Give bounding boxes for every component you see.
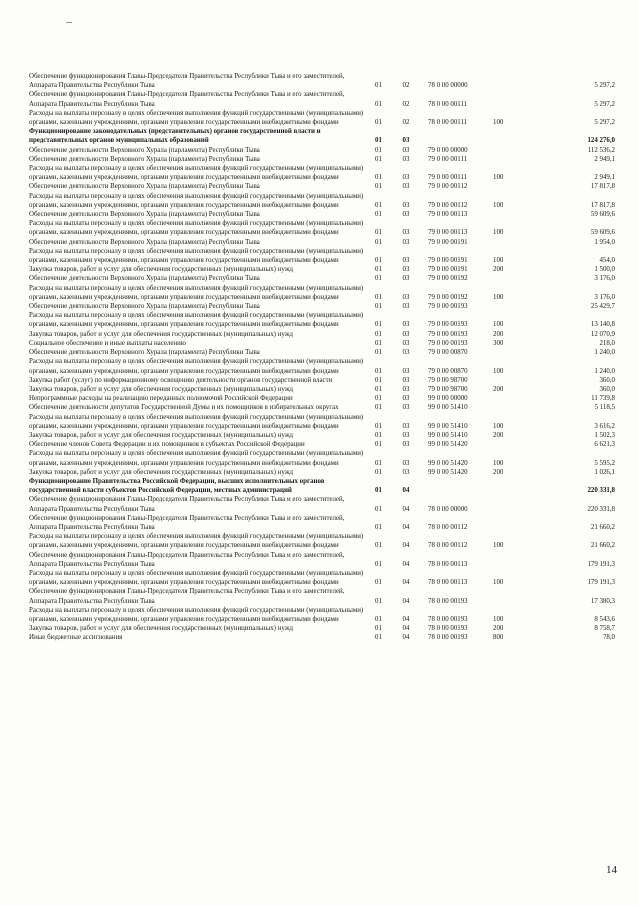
row-amount: 220 331,8 [587,487,615,495]
row-amount: 5 297,2 [594,119,615,127]
table-row [29,532,615,550]
row-expense-type [489,72,533,90]
row-target-article: 79 0 00 00193 [428,330,468,338]
row-subsection: 03 [402,422,410,430]
row-name: Обеспечение деятельности Верховного Хурала (парламента) Республики Тыва [29,183,260,191]
table-row [29,569,615,587]
row-section: 01 [375,487,382,495]
row-section: 01 [375,137,382,145]
row-subsection: 03 [402,155,410,163]
row-section: 01 [375,505,382,513]
table-row [29,284,615,302]
row-target-article: 79 0 00 98700 [428,385,468,393]
table-row [29,192,615,210]
row-amount: 1 026,1 [594,468,615,476]
row-section: 01 [375,560,382,568]
row-expense-type: 200 [493,385,504,393]
row-subsection: 03 [402,257,410,265]
row-section: 01 [375,330,382,338]
row-section: 01 [375,257,382,265]
row-target-article: 78 0 00 00193 [428,615,468,623]
row-subsection: 04 [402,505,410,513]
row-amount: 21 660,2 [590,523,615,531]
row-subsection: 03 [402,385,410,393]
row-subsection: 04 [402,487,410,495]
table-row [29,477,615,495]
row-expense-type: 200 [493,330,504,338]
row-name: Расходы на выплаты персоналу в целях обеспечения выполнения функций государственными (муниципальными) органами, казенными учреждениями, органами управления государственными внебюджетными фондами [29,606,364,623]
row-amount: 8 758,7 [594,625,615,633]
row-section: 01 [375,266,382,274]
row-expense-type [489,210,533,219]
row-expense-type [489,238,533,247]
row-amount: 220 331,8 [587,505,615,513]
row-subsection: 03 [402,275,410,283]
table-row [29,182,615,191]
row-amount: 78,0 [602,634,615,642]
row-amount: 59 609,6 [590,229,615,237]
row-name: Обеспечение деятельности Верховного Хурала (парламента) Республики Тыва [29,238,260,246]
table-row [29,146,615,155]
table-row [29,330,615,339]
row-section: 01 [375,155,382,163]
row-section: 01 [375,201,382,209]
row-section: 01 [375,349,382,357]
row-amount: 360,0 [599,385,615,393]
row-name: Расходы на выплаты персоналу в целях обеспечения выполнения функций государственными (муниципальными) органами, казенными учреждениями, органами управления государственными внебюджетными фондами [29,192,364,209]
row-amount: 218,0 [599,339,615,347]
row-subsection: 02 [402,119,410,127]
row-target-article: 79 0 00 00192 [428,293,468,301]
row-amount: 3 176,0 [594,293,615,301]
row-expense-type [489,551,533,569]
row-expense-type [489,274,533,283]
row-amount: 17 817,8 [590,201,615,209]
row-expense-type: 100 [493,201,504,209]
page-number: 14 [606,864,617,876]
row-subsection: 03 [402,404,410,412]
table-row [29,587,615,605]
row-target-article: 78 0 00 00112 [428,523,468,531]
row-name: Закупка товаров, работ и услуг для обеспечения государственных (муниципальных) нужд [29,266,293,274]
row-section: 01 [375,459,382,467]
row-amount: 124 276,0 [587,137,615,145]
row-expense-type [489,376,533,385]
row-target-article: 78 0 00 00112 [428,542,468,550]
table-row [29,348,615,357]
row-target-article: 78 0 00 00111 [428,100,468,108]
row-amount: 1 500,0 [594,266,615,274]
row-amount: 59 609,6 [590,211,615,219]
row-section: 01 [375,293,382,301]
row-target-article: 79 0 00 00191 [428,238,468,246]
row-expense-type [489,155,533,164]
row-target-article: 79 0 00 00870 [428,349,468,357]
row-subsection: 03 [402,321,410,329]
row-expense-type: 100 [493,257,504,265]
row-section: 01 [375,183,382,191]
row-name: Обеспечение деятельности Верховного Хурала (парламента) Республики Тыва [29,155,260,163]
row-subsection: 03 [402,441,410,449]
row-subsection: 03 [402,395,410,403]
row-subsection: 03 [402,339,410,347]
table-row [29,357,615,375]
row-target-article: 79 0 00 00191 [428,257,468,265]
row-subsection: 03 [402,376,410,384]
table-row [29,302,615,311]
row-name: Расходы на выплаты персоналу в целях обеспечения выполнения функций государственными (муниципальными) органами, казенными учреждениями, органами управления государственными внебюджетными фондами [29,109,364,127]
row-subsection: 03 [402,293,410,301]
row-amount: 2 949,1 [594,155,615,163]
table-body [29,72,615,643]
row-expense-type [489,146,533,155]
row-amount: 17 817,8 [590,183,615,191]
row-section: 01 [375,431,382,439]
row-expense-type [489,587,533,605]
row-subsection: 04 [402,523,410,531]
row-name: Расходы на выплаты персоналу в целях обеспечения выполнения функций государственными (муниципальными) органами, казенными учреждениями, органами управления государственными внебюджетными фондами [29,569,364,587]
row-section: 01 [375,542,382,550]
row-target-article: 78 0 00 00000 [428,505,468,513]
row-target-article: 79 0 00 00111 [428,155,468,163]
row-expense-type: 100 [493,321,504,329]
row-amount: 13 140,8 [590,321,615,329]
row-subsection: 03 [402,468,410,476]
row-section: 01 [375,615,382,623]
row-expense-type: 100 [493,119,504,127]
row-expense-type: 100 [493,422,504,430]
row-target-article: 79 0 00 00191 [428,266,468,274]
row-subsection: 04 [402,597,410,605]
row-target-article: 99 0 00 51420 [428,441,468,449]
row-section: 01 [375,339,382,347]
row-name: Непрограммные расходы на реализацию переданных полномочий Российской Федерации [29,395,293,403]
table-row [29,155,615,164]
row-expense-type: 100 [493,367,504,375]
table-row [29,265,615,274]
table-row [29,219,615,237]
row-subsection: 02 [402,82,410,90]
table-row [29,72,615,90]
table-row [29,311,615,329]
row-name: Функционирование законодательных (представительных) органов государственной власти и представительных органов муниципальных образований [29,128,321,145]
row-expense-type: 200 [493,431,504,439]
row-subsection: 03 [402,330,410,338]
table-row [29,449,615,467]
table-row [29,394,615,403]
row-target-article: 99 0 00 51410 [428,422,468,430]
row-section: 01 [375,597,382,605]
row-target-article: 78 0 00 00111 [428,119,468,127]
row-name: Обеспечение деятельности Верховного Хурала (парламента) Республики Тыва [29,349,260,357]
row-expense-type: 100 [493,459,504,467]
row-target-article: 99 0 00 51420 [428,459,468,467]
table-row [29,376,615,385]
row-section: 01 [375,100,382,108]
row-name: Закупка товаров, работ и услуг для обеспечения государственных (муниципальных) нужд [29,431,293,439]
row-target-article: 79 0 00 00870 [428,367,468,375]
row-name: Обеспечение функционирования Главы-Председателя Правительства Республики Тыва и его заместителей, Аппарата Правительства Республики Тыва [29,551,345,568]
row-subsection: 03 [402,174,410,182]
row-expense-type [489,90,533,108]
table-row [29,633,615,642]
table-row [29,413,615,431]
row-name: Иные бюджетные ассигнования [29,634,123,642]
row-section: 01 [375,303,382,311]
row-name: Расходы на выплаты персоналу в целях обеспечения выполнения функций государственными (муниципальными) органами, казенными учреждениями, органами управления государственными внебюджетными фондами [29,358,364,375]
row-section: 01 [375,229,382,237]
row-subsection: 03 [402,238,410,246]
table-row [29,403,615,412]
row-expense-type [489,440,533,449]
table-row [29,624,615,633]
row-amount: 12 070,9 [590,330,615,338]
row-name: Закупка товаров, работ и услуг для обеспечения государственных (муниципальных) нужд [29,385,293,393]
row-target-article: 79 0 00 00112 [428,201,468,209]
row-expense-type: 100 [493,542,504,550]
row-name: Обеспечение деятельности Верховного Хурала (парламента) Республики Тыва [29,303,260,311]
table-row [29,385,615,394]
row-expense-type [489,302,533,311]
row-subsection: 03 [402,201,410,209]
row-expense-type [489,514,533,532]
row-amount: 454,0 [599,257,615,265]
row-amount: 6 621,3 [594,441,615,449]
row-expense-type: 100 [493,174,504,182]
row-section: 01 [375,404,382,412]
row-section: 01 [375,119,382,127]
row-amount: 17 380,3 [590,597,615,605]
row-amount: 25 429,7 [590,303,615,311]
row-name: Расходы на выплаты персоналу в целях обеспечения выполнения функций государственными (муниципальными) органами, казенными учреждениями, органами управления государственными внебюджетными фондами [29,247,364,265]
row-target-article: 79 0 00 00113 [428,229,468,237]
row-name: Обеспечение функционирования Главы-Председателя Правительства Республики Тыва и его заместителей, Аппарата Правительства Республики Тыва [29,73,345,90]
table-row [29,210,615,219]
row-expense-type: 200 [493,468,504,476]
row-target-article [420,127,489,145]
row-section: 01 [375,579,382,587]
row-section: 01 [375,82,382,90]
row-section: 01 [375,441,382,449]
table-row [29,109,615,127]
row-section: 01 [375,146,382,154]
row-expense-type [489,182,533,191]
row-expense-type [489,127,533,145]
row-subsection: 03 [402,266,410,274]
table-row [29,339,615,348]
row-section: 01 [375,211,382,219]
row-subsection: 03 [402,367,410,375]
row-subsection: 03 [402,146,410,154]
row-target-article: 99 0 00 51410 [428,431,468,439]
row-section: 01 [375,625,382,633]
row-section: 01 [375,275,382,283]
row-subsection: 03 [402,349,410,357]
table-row [29,514,615,532]
row-amount: 2 949,1 [594,174,615,182]
row-expense-type: 300 [493,339,504,347]
row-name: Обеспечение функционирования Главы-Председателя Правительства Республики Тыва и его заместителей, Аппарата Правительства Республики Тыва [29,91,345,108]
row-amount: 11 739,8 [591,395,615,403]
row-subsection: 03 [402,183,410,191]
row-subsection: 02 [402,100,410,108]
row-name: Социальное обеспечение и иные выплаты населению [29,339,186,347]
row-expense-type [489,477,533,495]
row-subsection: 03 [402,137,410,145]
row-expense-type: 800 [493,634,504,642]
table-row [29,90,615,108]
row-expense-type: 100 [493,579,504,587]
row-target-article: 79 0 00 00113 [428,211,468,219]
row-name: Закупка товаров, работ и услуг для обеспечения государственных (муниципальных) нужд [29,468,293,476]
row-target-article: 78 0 00 00113 [428,560,468,568]
table-row [29,606,615,624]
row-section: 01 [375,523,382,531]
row-name: Обеспечение деятельности Верховного Хурала (парламента) Республики Тыва [29,211,260,219]
table-row [29,495,615,513]
row-target-article: 79 0 00 00111 [428,174,468,182]
row-target-article: 79 0 00 00192 [428,275,468,283]
row-amount: 5 297,2 [594,82,615,90]
row-section: 01 [375,321,382,329]
row-name: Закупка работ (услуг) по информационному освещению деятельности органов государственной власти [29,376,333,384]
row-subsection: 03 [402,459,410,467]
row-name: Закупка товаров, работ и услуг для обеспечения государственных (муниципальных) нужд [29,330,293,338]
row-section: 01 [375,376,382,384]
row-target-article: 78 0 00 00113 [428,579,468,587]
row-target-article: 78 0 00 00000 [428,82,468,90]
row-target-article: 78 0 00 00193 [428,625,468,633]
row-target-article [420,477,489,495]
row-target-article: 79 0 00 00112 [428,183,468,191]
row-subsection: 04 [402,634,410,642]
row-amount: 179 191,3 [587,579,615,587]
row-name: Обеспечение членов Совета Федерации и их помощников в субъектах Российской Федерации [29,441,305,449]
row-target-article: 79 0 00 00193 [428,339,468,347]
row-section: 01 [375,367,382,375]
scan-mark [66,22,72,23]
row-subsection: 04 [402,542,410,550]
row-name: Закупка товаров, работ и услуг для обеспечения государственных (муниципальных) нужд [29,625,293,633]
row-name: Расходы на выплаты персоналу в целях обеспечения выполнения функций государственными (муниципальными) органами, казенными учреждениями, органами управления государственными внебюджетными фондами [29,312,364,329]
row-amount: 3 176,0 [594,275,615,283]
table-row [29,274,615,283]
row-target-article: 79 0 00 00193 [428,321,468,329]
row-name: Расходы на выплаты персоналу в целях обеспечения выполнения функций государственными (муниципальными) органами, казенными учреждениями, органами управления государственными внебюджетными фондами [29,450,364,467]
row-amount: 5 595,2 [594,459,615,467]
row-section: 01 [375,238,382,246]
row-amount: 5 118,5 [594,404,615,412]
table-row [29,164,615,182]
row-subsection: 03 [402,211,410,219]
row-amount: 3 616,2 [594,422,615,430]
row-name: Расходы на выплаты персоналу в целях обеспечения выполнения функций государственными (муниципальными) органами, казенными учреждениями, органами управления государственными внебюджетными фондами [29,165,364,182]
row-expense-type: 100 [493,229,504,237]
row-amount: 1 502,3 [594,431,615,439]
row-amount: 5 297,2 [594,100,615,108]
row-name: Расходы на выплаты персоналу в целях обеспечения выполнения функций государственными (муниципальными) органами, казенными учреждениями, органами управления государственными внебюджетными фондами [29,533,364,550]
row-target-article: 79 0 00 00000 [428,146,468,154]
row-name: Функционирование Правительства Российской Федерации, высших исполнительных органов государственной власти субъектов Российской Федерации, местных администраций [29,477,325,495]
row-expense-type [489,348,533,357]
table-row [29,247,615,265]
row-subsection: 03 [402,229,410,237]
row-target-article: 78 0 00 00193 [428,597,468,605]
row-expense-type [489,495,533,513]
row-target-article: 99 0 00 51410 [428,404,468,412]
row-section: 01 [375,468,382,476]
budget-table [29,72,615,643]
table-row [29,431,615,440]
row-amount: 112 536,2 [587,146,615,154]
row-expense-type: 100 [493,615,504,623]
row-amount: 1 954,0 [594,238,615,246]
row-subsection: 03 [402,431,410,439]
row-subsection: 04 [402,579,410,587]
table-row [29,440,615,449]
row-expense-type: 100 [493,293,504,301]
row-name: Обеспечение деятельности Верховного Хурала (парламента) Республики Тыва [29,275,260,283]
row-name: Обеспечение функционирования Главы-Председателя Правительства Республики Тыва и его заместителей, Аппарата Правительства Республики Тыва [29,588,345,605]
row-expense-type [489,403,533,412]
row-expense-type: 200 [493,266,504,274]
row-target-article: 78 0 00 00193 [428,634,468,642]
row-section: 01 [375,634,382,642]
row-target-article: 99 0 00 00000 [428,395,468,403]
row-section: 01 [375,395,382,403]
row-name: Расходы на выплаты персоналу в целях обеспечения выполнения функций государственными (муниципальными) органами, казенными учреждениями, органами управления государственными внебюджетными фондами [29,284,364,301]
row-name: Расходы на выплаты персоналу в целях обеспечения выполнения функций государственными (муниципальными) органами, казенными учреждениями, органами управления государственными внебюджетными фондами [29,413,364,430]
row-name: Обеспечение функционирования Главы-Председателя Правительства Республики Тыва и его заместителей, Аппарата Правительства Республики Тыва [29,496,345,513]
row-target-article: 99 0 00 51420 [428,468,468,476]
row-name: Обеспечение деятельности Верховного Хурала (парламента) Республики Тыва [29,146,260,154]
row-name: Обеспечение функционирования Главы-Председателя Правительства Республики Тыва и его заместителей, Аппарата Правительства Республики Тыва [29,514,345,531]
row-target-article: 79 0 00 00193 [428,303,468,311]
row-subsection: 04 [402,625,410,633]
table-row [29,551,615,569]
row-subsection: 03 [402,303,410,311]
row-amount: 1 240,0 [594,367,615,375]
row-amount: 21 660,2 [590,542,615,550]
row-name: Обеспечение деятельности депутатов Государственной Думы и их помощников в избирательных округах [29,404,339,412]
table-row [29,127,615,145]
row-section: 01 [375,385,382,393]
row-amount: 360,0 [599,376,615,384]
row-name: Расходы на выплаты персоналу в целях обеспечения выполнения функций государственными (муниципальными) органами, казенными учреждениями, органами управления государственными внебюджетными фондами [29,220,364,237]
row-target-article: 79 0 00 98700 [428,376,468,384]
row-section: 01 [375,422,382,430]
table-row [29,468,615,477]
row-subsection: 04 [402,560,410,568]
table-row [29,238,615,247]
row-subsection: 04 [402,615,410,623]
row-amount: 1 240,0 [594,349,615,357]
row-section: 01 [375,174,382,182]
row-expense-type: 200 [493,625,504,633]
row-amount: 8 543,6 [594,615,615,623]
row-amount: 179 191,3 [587,560,615,568]
row-expense-type [489,394,533,403]
